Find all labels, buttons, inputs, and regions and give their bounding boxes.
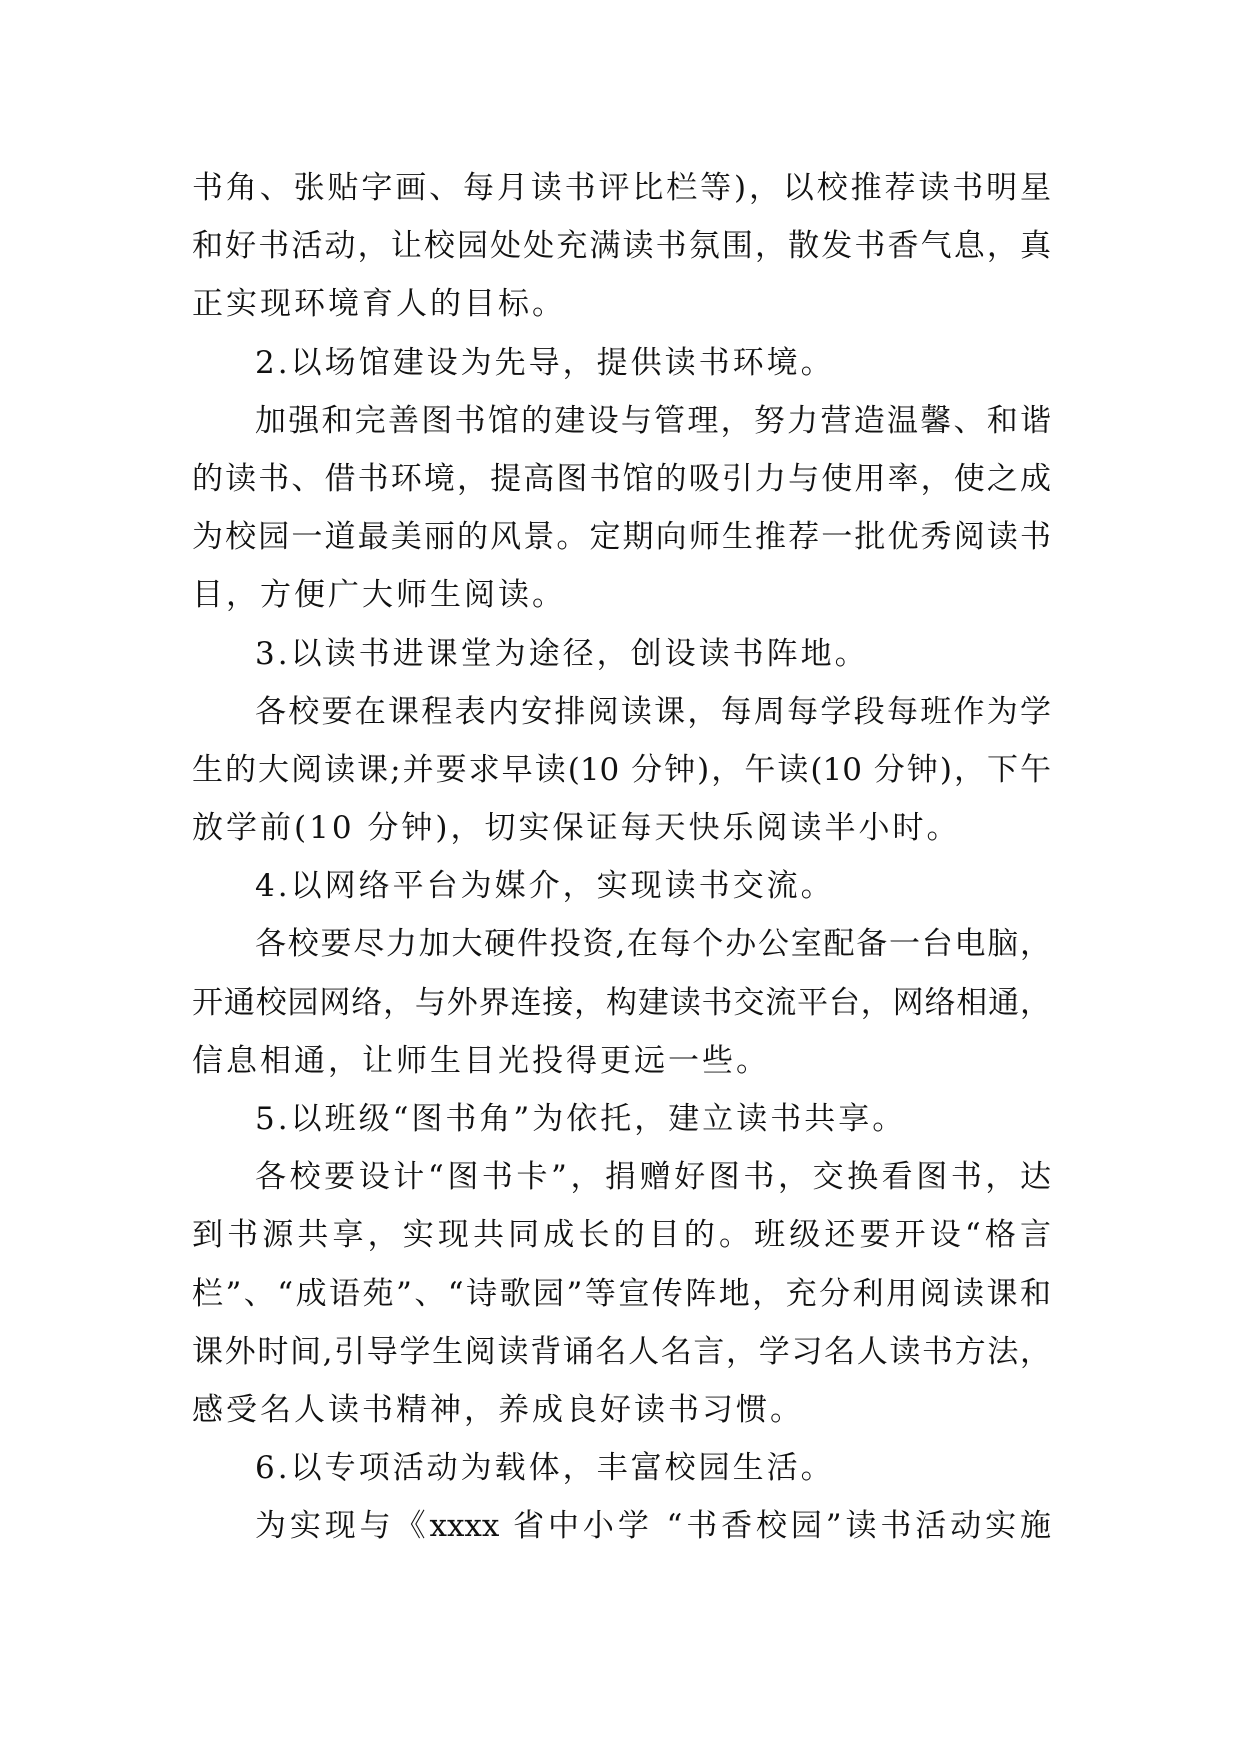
text-line: 栏”、“成语苑”、“诗歌园”等宣传阵地，充分利用阅读课和	[192, 1275, 1051, 1312]
section-heading	[192, 1439, 1051, 1497]
text-line: 生的大阅读课;并要求早读(10 分钟)，午读(10 分钟)，下午	[192, 751, 1051, 788]
heading-line: 6.以专项活动为载体，丰富校园生活。	[255, 1450, 835, 1487]
text-line: 正实现环境育人的目标。	[192, 286, 566, 323]
paragraph	[192, 159, 1051, 334]
text-line: 信息相通，让师生目光投得更远一些。	[192, 1042, 770, 1079]
heading-line: 2.以场馆建设为先导，提供读书环境。	[255, 344, 835, 381]
paragraph	[192, 915, 1051, 1090]
text-line: 为校园一道最美丽的风景。定期向师生推荐一批优秀阅读书	[192, 519, 1051, 556]
text-line: 课外时间,引导学生阅读背诵名人名言，学习名人读书方法，	[192, 1333, 1051, 1370]
text-line: 书角、张贴字画、每月读书评比栏等)，以校推荐读书明星	[192, 170, 1051, 206]
paragraph	[192, 683, 1051, 858]
paragraph	[192, 1497, 1051, 1555]
text-line: 开通校园网络，与外界连接，构建读书交流平台，网络相通，	[192, 984, 1051, 1021]
paragraph	[192, 1148, 1051, 1439]
text-line: 感受名人读书精神，养成良好读书习惯。	[192, 1391, 804, 1428]
section-heading	[192, 625, 1051, 683]
text-line: 各校要在课程表内安排阅读课，每周每学段每班作为学	[255, 693, 1051, 730]
text-line: 各校要尽力加大硬件投资,在每个办公室配备一台电脑，	[255, 926, 1051, 963]
text-line: 为实现与《xxxx 省中小学 “书香校园”读书活动实施	[255, 1508, 1051, 1545]
section-heading	[192, 1090, 1051, 1148]
section-heading	[192, 857, 1051, 915]
document-body	[192, 159, 1051, 1556]
text-line: 目，方便广大师生阅读。	[192, 577, 566, 614]
text-line: 的读书、借书环境，提高图书馆的吸引力与使用率，使之成	[192, 460, 1051, 497]
text-line: 和好书活动，让校园处处充满读书氛围，散发书香气息，真	[192, 228, 1051, 265]
heading-line: 3.以读书进课堂为途径，创设读书阵地。	[255, 635, 869, 672]
text-line: 加强和完善图书馆的建设与管理，努力营造温馨、和谐	[255, 402, 1051, 439]
heading-line: 5.以班级“图书角”为依托，建立读书共享。	[255, 1101, 907, 1137]
paragraph	[192, 392, 1051, 625]
heading-line: 4.以网络平台为媒介，实现读书交流。	[255, 868, 835, 905]
text-line: 到书源共享，实现共同成长的目的。班级还要开设“格言	[192, 1217, 1051, 1254]
section-heading	[192, 334, 1051, 392]
text-line: 各校要设计“图书卡”，捐赠好图书，交换看图书，达	[255, 1159, 1051, 1196]
text-line: 放学前(10 分钟)，切实保证每天快乐阅读半小时。	[192, 810, 961, 847]
